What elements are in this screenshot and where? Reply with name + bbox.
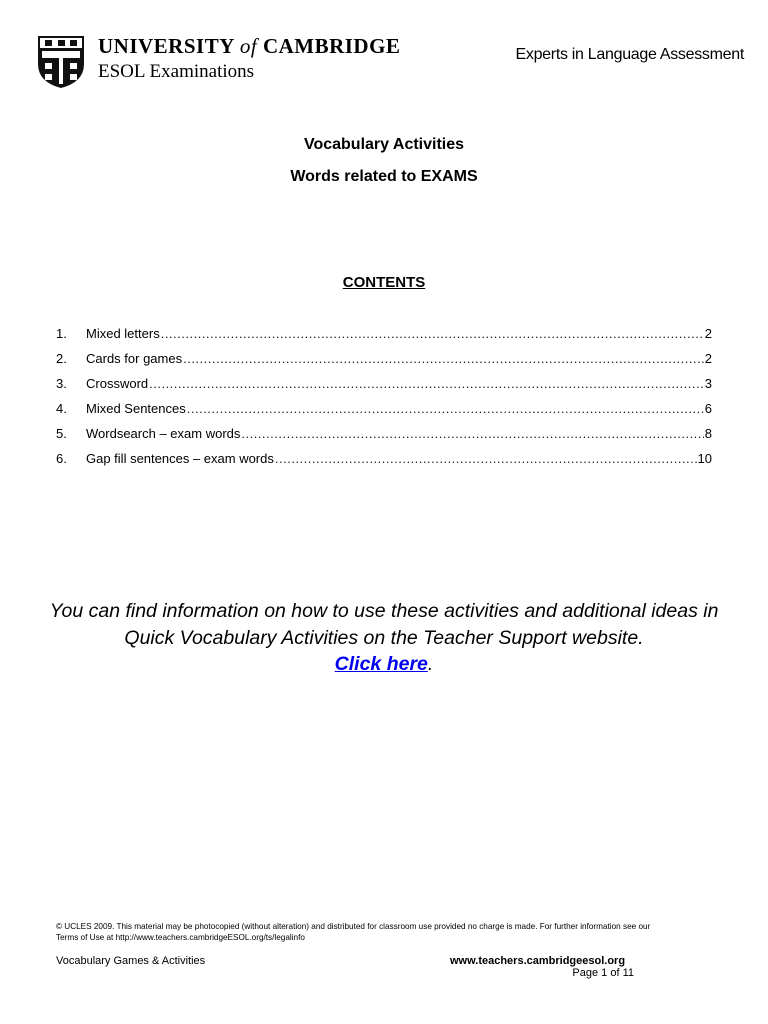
- footer-url-link[interactable]: www.teachers.cambridgeesol.org: [450, 955, 626, 967]
- toc-label: Mixed Sentences: [86, 401, 186, 416]
- click-here-link[interactable]: Click here: [334, 653, 428, 675]
- university-name: UNIVERSITY of CAMBRIDGE: [98, 34, 401, 58]
- toc-page: 6: [704, 401, 712, 416]
- info-paragraph: [40, 598, 728, 678]
- toc-leader: [275, 451, 697, 466]
- toc-page: 8: [704, 426, 712, 441]
- toc-number: 4.: [56, 401, 67, 416]
- toc-number: 5.: [56, 426, 67, 441]
- page-number: Page 1 of 11: [572, 967, 634, 979]
- toc-page: 3: [704, 376, 712, 391]
- page-header: [36, 34, 744, 94]
- toc-label: Cards for games: [86, 351, 183, 366]
- toc-label: Gap fill sentences – exam words: [86, 451, 274, 466]
- toc-number: 6.: [56, 451, 67, 466]
- toc-page: 10: [697, 451, 712, 466]
- toc-entry[interactable]: [56, 326, 712, 351]
- toc-entry[interactable]: [56, 426, 712, 451]
- document-subtitle: Words related to EXAMS: [290, 168, 478, 185]
- info-text: You can find information on how to use these activities and additional ideas in Quick Vocabulary Activities on the Teacher Support website.: [49, 600, 719, 649]
- toc-leader: [183, 351, 704, 366]
- toc-label: Crossword: [86, 376, 149, 391]
- toc-entry[interactable]: [56, 351, 712, 376]
- tagline: Experts in Language Assessment: [515, 46, 744, 63]
- legal-line-2: Terms of Use at http://www.teachers.cambridgeESOL.org/ts/legalinfo: [56, 932, 305, 942]
- toc-label: Wordsearch – exam words: [86, 426, 241, 441]
- contents-heading: CONTENTS: [342, 274, 426, 291]
- toc-entry[interactable]: [56, 376, 712, 401]
- document-title: Vocabulary Activities: [303, 136, 465, 153]
- table-of-contents: [56, 326, 712, 476]
- cambridge-crest-icon: [36, 34, 86, 90]
- info-trailing: .: [427, 653, 434, 675]
- toc-label: Mixed letters: [86, 326, 160, 341]
- toc-entry[interactable]: [56, 451, 712, 476]
- toc-number: 3.: [56, 376, 67, 391]
- toc-leader: [149, 376, 704, 391]
- esol-subtitle: ESOL Examinations: [98, 61, 255, 82]
- toc-entry[interactable]: [56, 401, 712, 426]
- toc-leader: [161, 326, 704, 341]
- toc-leader: [241, 426, 703, 441]
- toc-number: 1.: [56, 326, 67, 341]
- legal-line-1: © UCLES 2009. This material may be photocopied (without alteration) and distributed for classroom use provided no charge is made. For further information see our: [56, 922, 651, 931]
- footer-title: Vocabulary Games & Activities: [56, 955, 206, 967]
- toc-number: 2.: [56, 351, 67, 366]
- toc-page: 2: [704, 326, 712, 341]
- legal-notice: [56, 922, 726, 943]
- toc-leader: [187, 401, 704, 416]
- toc-page: 2: [704, 351, 712, 366]
